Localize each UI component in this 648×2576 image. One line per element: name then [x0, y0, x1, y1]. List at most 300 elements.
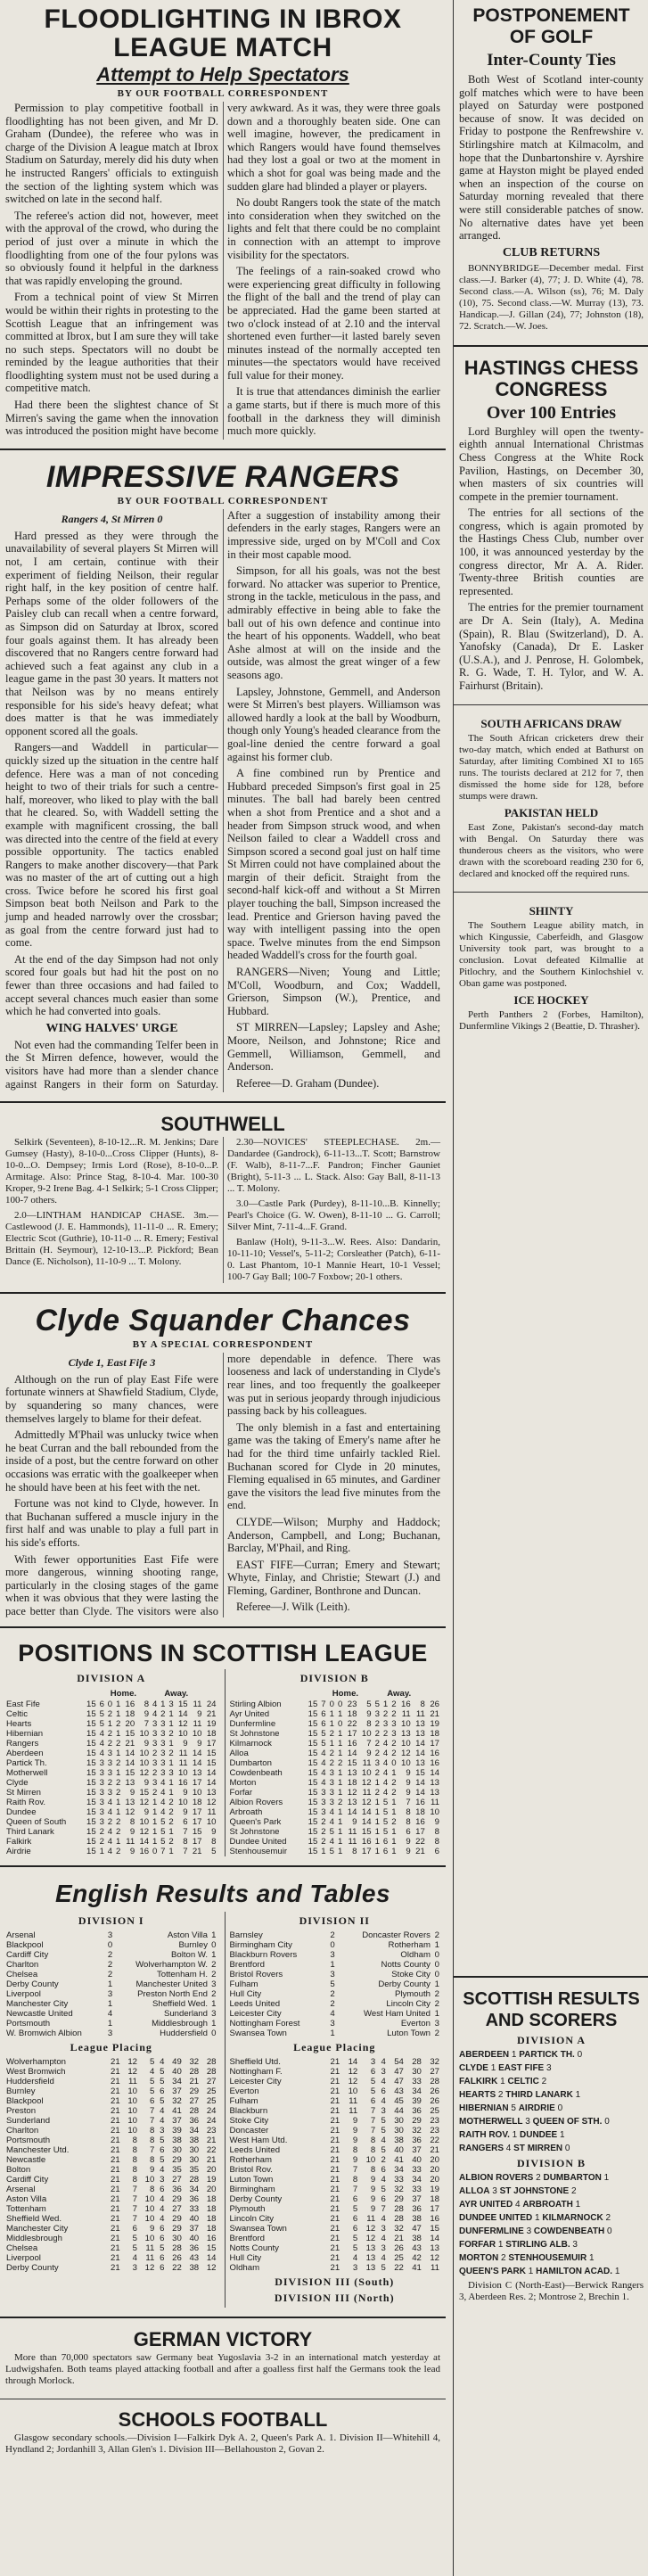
stat-cell: 22: [347, 1719, 357, 1730]
stat-cell: 4: [160, 2194, 165, 2205]
stat-cell: 8: [352, 2145, 358, 2156]
stat-cell: 3: [352, 2263, 358, 2274]
stat-cell: 14: [139, 1837, 150, 1848]
stat-cell: 25: [206, 2086, 217, 2097]
stat-cell: 1: [168, 1758, 174, 1769]
stat-cell: 30: [189, 2155, 200, 2166]
stat-cell: 21: [111, 2096, 120, 2107]
stat-cell: 14: [347, 1749, 357, 1759]
stat-cell: 1: [391, 1807, 397, 1818]
stat-cell: 9: [149, 2165, 155, 2176]
divider: [0, 2317, 446, 2318]
table-row: [5, 2253, 217, 2263]
stat-cell: 2: [330, 1999, 335, 2010]
stat-cell: 18: [206, 2194, 217, 2205]
stat-cell: 1: [337, 1827, 343, 1838]
score-value: 0: [557, 2103, 563, 2113]
stat-cell: 4: [160, 2165, 165, 2176]
stat-cell: 7: [370, 2126, 376, 2136]
league-placing-label: League Placing: [293, 2041, 376, 2054]
team-name: Dumbarton: [229, 1758, 272, 1769]
result-item: [459, 2103, 644, 2114]
team-name: STIRLING ALB.: [505, 2239, 570, 2250]
stat-cell: 41: [172, 2106, 182, 2117]
stat-cell: 23: [430, 2126, 439, 2136]
stat-cell: 3: [391, 1719, 397, 1730]
stat-cell: 27: [189, 2096, 200, 2107]
stat-cell: 5: [370, 2077, 376, 2087]
stat-cell: 11: [348, 1837, 357, 1848]
positions-section: [0, 1634, 446, 1860]
team-name: Dunfermline: [229, 1719, 276, 1730]
stat-cell: 24: [206, 1700, 217, 1710]
team-name: Leeds United: [229, 1999, 281, 2010]
stat-cell: 8: [132, 2136, 137, 2146]
stat-cell: 16: [401, 1700, 411, 1710]
table-row: [5, 1778, 217, 1788]
team-name: Notts County: [229, 2243, 279, 2254]
stat-cell: 1: [115, 1709, 121, 1720]
stat-cell: 9: [149, 2224, 155, 2234]
result-item: [459, 2063, 644, 2074]
result-item: [459, 2226, 644, 2237]
stat-cell: 11: [362, 1758, 372, 1769]
score-value: 1: [512, 2129, 518, 2140]
stat-cell: 22: [415, 1837, 425, 1848]
table-row: [5, 1827, 217, 1837]
stat-cell: 40: [172, 2067, 182, 2078]
stat-cell: 14: [125, 1758, 135, 1769]
stat-cell: 8: [132, 2175, 137, 2185]
stat-cell: 21: [394, 2234, 404, 2244]
team-name: Liverpool: [6, 1989, 41, 2000]
stat-cell: 15: [308, 1847, 318, 1857]
table-row: [5, 1999, 217, 2009]
stat-cell: 9: [370, 2185, 376, 2195]
team-name: Chelsea: [6, 2243, 38, 2254]
stat-cell: 15: [347, 1758, 357, 1769]
team-name: Arsenal: [6, 1930, 36, 1941]
stat-cell: 12: [361, 1798, 372, 1808]
stat-cell: 11: [178, 1749, 188, 1759]
clyde-body: [5, 1353, 440, 1618]
stat-cell: 10: [127, 2116, 137, 2127]
stat-cell: 38: [189, 2263, 200, 2274]
paragraph: Simpson, for all his goals, was not the best forward. No attacker was superior to Prentice, strong in the tackle, meticulous in the pass, and admirably effective in being able to fake the ball out of his own defence and continue into the heart of his opponents. Waddell, who beat Ashe almost at will on the inside and the outside, was almost the great winger of a few seasons ago.: [227, 564, 440, 681]
team-name: Rotherham: [229, 2155, 272, 2166]
stat-cell: 10: [401, 1758, 411, 1769]
team-name: Derby County: [6, 1979, 59, 1990]
stat-cell: 8: [183, 1837, 188, 1848]
team-name: MORTON: [459, 2252, 499, 2263]
stat-cell: 2: [321, 1827, 326, 1838]
table-row: [229, 2086, 441, 2096]
stat-cell: 28: [172, 2243, 182, 2254]
home-label: Home.: [110, 1689, 137, 1700]
stat-cell: 5: [352, 2234, 358, 2244]
stat-cell: 1: [115, 1807, 121, 1818]
division-one-label: DIVISION I: [78, 1914, 144, 1928]
stat-cell: 10: [139, 1817, 150, 1828]
stat-cell: 27: [206, 2077, 217, 2087]
table-row: [229, 2165, 441, 2175]
stat-cell: 15: [308, 1768, 318, 1779]
team-name: Morton: [229, 1778, 257, 1789]
stat-cell: 2: [115, 1788, 121, 1798]
stat-cell: 1: [337, 1847, 343, 1857]
table-row: [5, 1940, 217, 1950]
team-name: Blackpool: [6, 2096, 44, 2107]
table-row: [229, 2096, 441, 2106]
table-row: [5, 1807, 217, 1817]
stat-cell: 5: [160, 1817, 166, 1828]
stat-cell: 10: [348, 2086, 358, 2097]
paragraph: The Southern League ability match, in which Kingussie, Caberfeidh, and Glasgow University took part, was brought to a conclusion. Lovat defeated Kilmallie at Pitlochry, and the Southern Kinlochshiel v. Oban game was postponed.: [459, 919, 644, 989]
stat-cell: 15: [308, 1758, 318, 1769]
stat-cell: 1: [329, 1709, 334, 1720]
south-africa-headline: SOUTH AFRICANS DRAW: [480, 716, 622, 730]
stat-cell: 21: [111, 2175, 120, 2185]
stat-cell: 8: [434, 1827, 439, 1838]
stat-cell: 3: [160, 1719, 166, 1730]
stat-cell: 15: [308, 1739, 318, 1749]
stat-cell: 37: [172, 2086, 182, 2097]
table-row: [5, 2096, 217, 2106]
stat-cell: 28: [189, 2067, 200, 2078]
stat-cell: 8: [132, 2155, 137, 2166]
stat-cell: 6: [321, 1719, 326, 1730]
stat-cell: 21: [330, 2096, 340, 2107]
stat-cell: 36: [189, 2116, 200, 2127]
result-item: [459, 2130, 644, 2141]
stat-cell: 4: [107, 1807, 113, 1818]
rangers-subhead: WING HALVES' URGE: [45, 1021, 178, 1035]
stat-cell: 11: [362, 1788, 372, 1798]
division-two-table: [229, 2057, 441, 2273]
stat-cell: 1: [152, 1827, 158, 1838]
stat-cell: 6: [160, 2224, 165, 2234]
stat-cell: 37: [172, 2116, 182, 2127]
stat-cell: 3: [152, 1729, 158, 1740]
team-name: Sheffield Utd.: [229, 2057, 281, 2068]
divider: [0, 1292, 446, 1294]
score-value: 1: [490, 2062, 496, 2073]
stat-cell: 54: [394, 2057, 404, 2068]
team-name: Blackburn: [229, 2106, 268, 2117]
team-name: Hull City: [229, 2253, 262, 2264]
table-row: [229, 2057, 441, 2067]
stat-cell: 3: [152, 1719, 158, 1730]
stat-cell: 4: [152, 1700, 158, 1710]
table-row: [229, 1960, 441, 1970]
stat-cell: Bolton W.: [170, 1950, 209, 1961]
stat-cell: 1: [168, 1709, 174, 1720]
result-item: [459, 2144, 644, 2154]
team-name: Airdrie: [6, 1847, 31, 1857]
stat-cell: 2: [168, 1749, 174, 1759]
stat-cell: 16: [206, 2234, 217, 2244]
stat-cell: 37: [189, 2224, 200, 2234]
table-row: [229, 2126, 441, 2136]
stat-cell: 1: [391, 1837, 397, 1848]
stat-cell: 6: [183, 1817, 188, 1828]
stat-cell: 2: [330, 1989, 335, 2000]
stat-cell: 0: [337, 1700, 343, 1710]
table-row: [5, 1960, 217, 1970]
stat-cell: 1: [434, 2009, 439, 2020]
score-value: 2: [541, 2076, 547, 2086]
table-row: [5, 1798, 217, 1807]
stat-cell: 12: [401, 1749, 411, 1759]
german-victory: [0, 2324, 446, 2394]
stat-cell: 11: [193, 1719, 202, 1730]
stat-cell: 5: [149, 2057, 155, 2068]
stat-cell: 43: [412, 2243, 422, 2254]
team-name: ABERDEEN: [459, 2049, 510, 2060]
floodlighting-body: [5, 102, 440, 440]
stat-cell: 35: [189, 2165, 200, 2176]
stat-cell: 15: [86, 1768, 96, 1779]
stat-cell: 2: [391, 1817, 397, 1828]
score-value: 1: [535, 2212, 540, 2223]
stat-cell: 15: [86, 1798, 96, 1808]
result-item: [459, 2213, 644, 2224]
stat-cell: 3: [329, 1778, 334, 1789]
stat-cell: 9: [366, 1709, 372, 1720]
stat-cell: 15: [86, 1837, 96, 1848]
team-name: West Ham Utd.: [229, 2136, 288, 2146]
stat-cell: 13: [192, 1768, 202, 1779]
stat-cell: 8: [149, 2155, 155, 2166]
stat-cell: 18: [192, 1798, 202, 1808]
stat-cell: 7: [132, 2185, 137, 2195]
stat-cell: 10: [144, 2175, 155, 2185]
southwell-section: [0, 1108, 446, 1287]
stat-cell: 15: [86, 1827, 96, 1838]
stat-cell: 19: [206, 2175, 217, 2185]
stat-cell: 2: [160, 1709, 166, 1720]
paragraph: At the end of the day Simpson had not only scored four goals but had hit the post on no fewer than three occasions and had failed to accept several chances much easier than some which he had converted into goals.: [5, 952, 218, 1018]
team-name: Forfar: [229, 1788, 253, 1798]
stat-cell: 0: [211, 1940, 217, 1951]
table-row: [5, 1700, 217, 1709]
stat-cell: 14: [415, 1749, 425, 1759]
stat-cell: 8: [132, 2145, 137, 2156]
stat-cell: 38: [412, 2214, 422, 2225]
stat-cell: 19: [206, 1719, 217, 1730]
stat-cell: 21: [111, 2263, 120, 2274]
stat-cell: 7: [352, 2165, 358, 2176]
stat-cell: 2: [211, 1989, 217, 2000]
stat-cell: 36: [412, 2136, 422, 2146]
stat-cell: 14: [206, 1768, 217, 1779]
score-value: 3: [525, 2116, 530, 2127]
stat-cell: 5: [330, 1979, 335, 1990]
team-name: Arbroath: [229, 1807, 263, 1818]
stat-cell: Stoke City: [391, 1970, 431, 1980]
stat-cell: 25: [430, 2106, 439, 2117]
team-name: Fulham: [229, 1979, 258, 1990]
table-row: [5, 1788, 217, 1798]
stat-cell: 12: [348, 2077, 358, 2087]
stat-cell: 9: [183, 1739, 188, 1749]
team-name: West Bromwich: [6, 2067, 66, 2078]
stat-cell: 18: [347, 1778, 357, 1789]
stat-cell: 1: [337, 1729, 343, 1740]
stat-cell: 7: [183, 1827, 188, 1838]
stat-cell: 12: [348, 2067, 358, 2078]
team-name: DUNDEE UNITED: [459, 2212, 533, 2223]
stat-cell: 5: [160, 2155, 165, 2166]
team-name: Wolverhampton: [6, 2057, 67, 2068]
team-name: ST JOHNSTONE: [499, 2185, 570, 2196]
paragraph: Had there been the slightest chance of St Mirren's saving the game when the innovation was introduced the position might have become very awkward. As it was, they were three goals down and a thoroughly beaten side. One can well imagine, however, the predicament in which Rangers would have found themselves had they lost a goal or two at the moment in which a shot for goal was being made and the sudden glare had blinded a player or players.: [5, 102, 440, 438]
stat-cell: Burnley: [178, 1940, 209, 1951]
stat-cell: 7: [132, 2214, 137, 2225]
team-name: Bolton: [6, 2165, 31, 2176]
southwell-body: [5, 1137, 440, 1283]
stat-cell: 26: [172, 2253, 182, 2264]
stat-cell: 8: [129, 1817, 135, 1828]
team-name: HIBERNIAN: [459, 2103, 509, 2113]
team-name: DUNFERMLINE: [459, 2226, 524, 2236]
paragraph: More than 70,000 spectators saw Germany beat Yugoslavia 3-2 in an international match yesterday at Ludwigshafen. Both teams played attacking football and after a goalless first half the Germans took the lead through Morlock.: [5, 2352, 440, 2387]
stat-cell: 9: [129, 1847, 135, 1857]
table-row: [229, 1778, 441, 1788]
stat-cell: 1: [434, 1940, 439, 1951]
team-name: Cardiff City: [6, 1950, 49, 1961]
stat-cell: 4: [381, 2234, 386, 2244]
stat-cell: 13: [347, 1768, 357, 1779]
stat-cell: 5: [160, 1827, 166, 1838]
table-header-row: [229, 1688, 441, 1700]
team-name: Motherwell: [6, 1768, 48, 1779]
stat-cell: 8: [366, 1719, 372, 1730]
stat-cell: 21: [330, 2243, 340, 2254]
stat-cell: 32: [172, 2096, 182, 2107]
stat-cell: 10: [127, 2086, 137, 2097]
stat-cell: 13: [365, 2253, 376, 2264]
stat-cell: 1: [337, 1837, 343, 1848]
stat-cell: 36: [172, 2185, 182, 2195]
table-row: [229, 2009, 441, 2019]
stat-cell: 3: [160, 2126, 165, 2136]
stat-cell: 1: [115, 1837, 121, 1848]
division-two-label: DIVISION II: [299, 1914, 370, 1928]
team-name: Blackburn Rovers: [229, 1950, 298, 1961]
stat-cell: Doncaster Rovers: [362, 1930, 431, 1941]
team-name: Manchester City: [6, 2224, 69, 2234]
score-value: 0: [577, 2049, 583, 2060]
team-name: Charlton: [6, 1960, 39, 1971]
stat-cell: Tottenham H.: [156, 1970, 209, 1980]
table-row: [5, 1758, 217, 1768]
stat-cell: 21: [330, 2136, 340, 2146]
stat-cell: 0: [391, 1758, 397, 1769]
stat-cell: 1: [374, 1827, 380, 1838]
stat-cell: 9: [370, 2194, 376, 2205]
stat-cell: 21: [330, 2175, 340, 2185]
table-row: [229, 2194, 441, 2204]
scottish-division-b-label: DIVISION B: [516, 2156, 586, 2169]
table-row: [5, 1837, 217, 1847]
stat-cell: 21: [330, 2253, 340, 2264]
score-value: 2: [497, 2089, 504, 2100]
stat-cell: 1: [330, 1960, 335, 1971]
stat-cell: 2: [168, 1817, 174, 1828]
stat-cell: Huddersfield: [160, 2029, 209, 2039]
stat-cell: 17: [192, 1817, 202, 1828]
stat-cell: 15: [308, 1798, 318, 1808]
stat-cell: 19: [430, 2185, 439, 2195]
team-name: Nottingham F.: [229, 2067, 283, 2078]
stat-cell: 4: [329, 1817, 334, 1828]
team-name: Alloa: [229, 1749, 249, 1759]
stat-cell: 1: [107, 1719, 113, 1730]
stat-cell: Plymouth: [394, 1989, 431, 2000]
stat-cell: 3: [381, 2224, 386, 2234]
division-two-results: [229, 1930, 441, 2038]
stat-cell: 7: [149, 2145, 155, 2156]
stat-cell: 2: [211, 1960, 217, 1971]
stat-cell: 33: [412, 2165, 422, 2176]
stat-cell: 1: [152, 1837, 158, 1848]
stat-cell: 15: [86, 1778, 96, 1789]
stat-cell: 13: [125, 1798, 135, 1808]
score-value: 1: [614, 2266, 620, 2276]
stat-cell: 3: [168, 1768, 174, 1779]
stat-cell: 5: [381, 2263, 386, 2274]
away-label: Away.: [387, 1689, 412, 1700]
away-label: Away.: [164, 1689, 189, 1700]
stat-cell: 33: [394, 2175, 404, 2185]
divider: [454, 1976, 648, 1978]
paragraph: Lord Burghley will open the twenty-eighth annual International Christmas Chess Congress at the White Rock Pavilion, Hastings, on December 30, when masters of six countries will compete in the premier tournament.: [459, 424, 644, 503]
stat-cell: 4: [160, 2116, 165, 2127]
team-name: Leeds United: [229, 2145, 281, 2156]
stat-cell: 14: [415, 1739, 425, 1749]
stat-cell: 21: [111, 2214, 120, 2225]
stat-cell: 5: [211, 1847, 217, 1857]
clyde-article: [0, 1299, 446, 1622]
stat-cell: 9: [434, 1817, 439, 1828]
stat-cell: 8: [352, 2175, 358, 2185]
stat-cell: 14: [125, 1749, 135, 1759]
table-row: [5, 1979, 217, 1989]
team-name: Blackpool: [6, 1940, 44, 1951]
stat-cell: 15: [177, 1700, 188, 1710]
stat-cell: 5: [160, 1837, 166, 1848]
stat-cell: Manchester United: [135, 1979, 209, 1990]
stat-cell: 1: [391, 1768, 397, 1779]
stat-cell: 21: [111, 2224, 120, 2234]
table-row: [229, 1999, 441, 2009]
stat-cell: 3: [107, 1989, 113, 2000]
stat-cell: West Ham United: [363, 2009, 431, 2020]
stat-cell: 9: [129, 1827, 135, 1838]
stat-cell: 10: [144, 2214, 155, 2225]
lineup: CLYDE—Wilson; Murphy and Haddock; Anderson, Campbell, and Long; Buchanan, Barclay, M'Phail, and Ring.: [227, 1515, 440, 1555]
referee: Referee—D. Graham (Dundee).: [236, 1076, 380, 1090]
stat-cell: 21: [330, 2194, 340, 2205]
stat-cell: 15: [308, 1700, 318, 1710]
table-row: [229, 1700, 441, 1709]
stat-cell: 2: [107, 1739, 113, 1749]
stat-cell: 0: [329, 1700, 334, 1710]
table-row: [229, 2243, 441, 2253]
stat-cell: 45: [394, 2096, 404, 2107]
team-name: Queen's Park: [229, 1817, 282, 1828]
